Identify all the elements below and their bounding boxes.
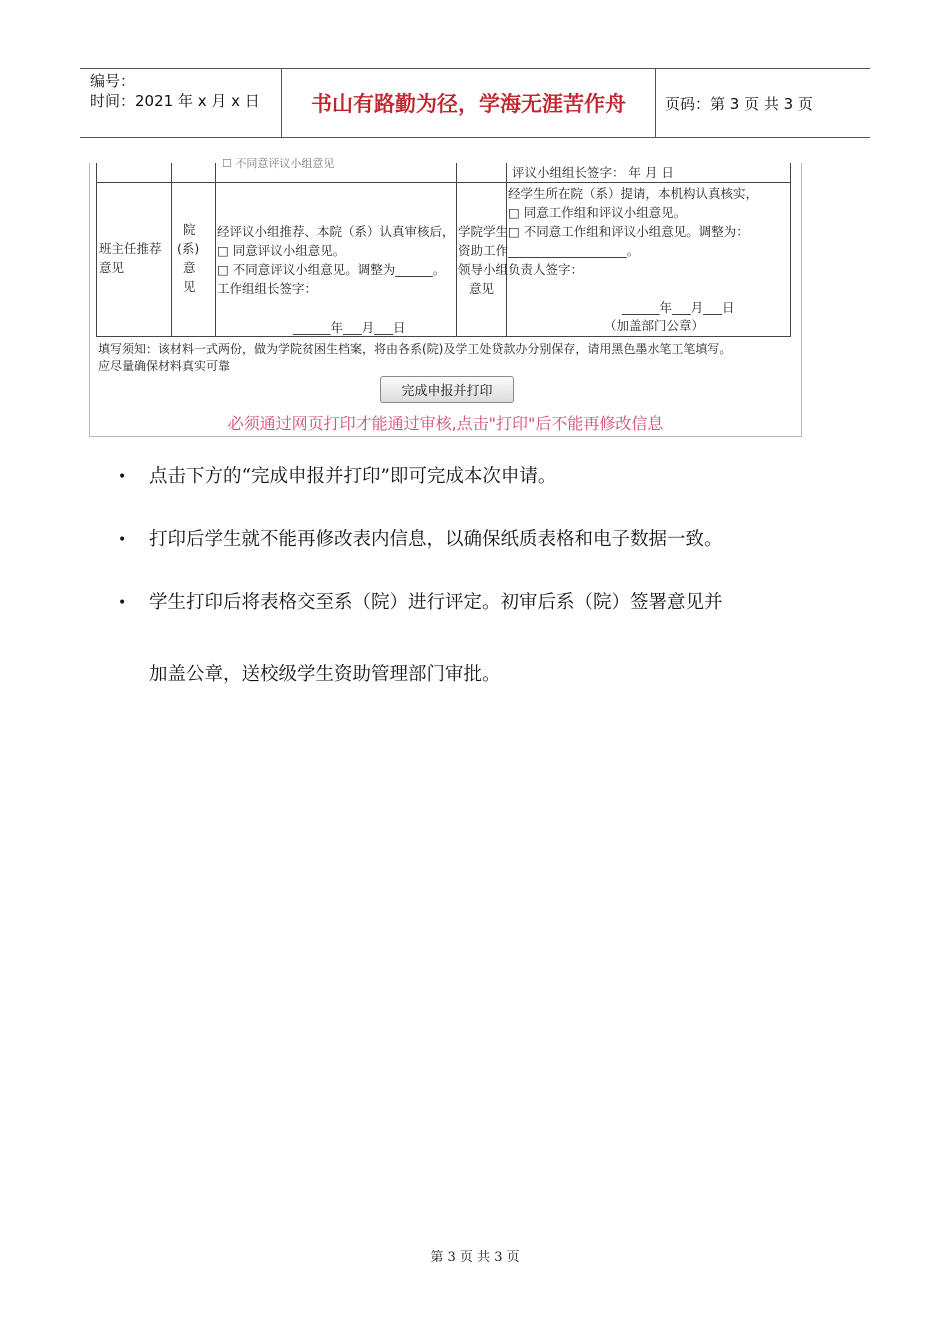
- dept-opinion-line1: 经评议小组推荐、本院（系）认真审核后，: [217, 224, 455, 239]
- fill-instructions: [98, 341, 731, 375]
- print-warning: 必须通过网页打印才能通过审核,点击"打印"后不能再修改信息: [227, 414, 664, 433]
- leader-opinion-line3: □ 不同意工作组和评议小组意见。调整为：: [508, 224, 749, 239]
- leader-label-2: 资助工作: [458, 243, 509, 258]
- dept-label-3: 意: [183, 260, 196, 275]
- leader-label-1: 学院学生: [458, 224, 509, 239]
- bullet-icon: •: [118, 595, 127, 611]
- fill-instructions-line2: 应尽量确保材料真实可靠: [98, 359, 231, 373]
- leader-opinion-stamp: （加盖部门公章）: [604, 318, 705, 333]
- top-right-sign: 评议小组组长签字： 年 月 日: [512, 165, 674, 180]
- header-page-info: 页码：第 3 页 共 3 页: [665, 94, 813, 113]
- approval-form-table: [96, 157, 791, 337]
- leader-label-4: 意见: [469, 281, 495, 296]
- class-teacher-label-1: 班主任推荐: [99, 241, 162, 256]
- dept-opinion-line3: □ 不同意评议小组意见。调整为______。: [217, 262, 446, 277]
- leader-opinion-date: ______年___月___日: [622, 300, 735, 315]
- class-teacher-label-2: 意见: [99, 260, 125, 275]
- leader-label-3: 领导小组: [458, 262, 509, 277]
- dept-label-2: (系): [177, 241, 200, 256]
- fill-instructions-line1: 填写须知：该材料一式两份，做为学院贫困生档案，将由各系(院)及学工处贷款办分别保存，请用黑色墨水笔工笔填写。: [98, 342, 732, 356]
- dept-label-1: 院: [183, 222, 196, 237]
- dept-opinion-line4: 工作组组长签字：: [217, 281, 318, 296]
- bullet-icon: •: [118, 532, 127, 548]
- dept-opinion-line2: □ 同意评议小组意见。: [217, 243, 346, 258]
- page-header: [80, 68, 870, 138]
- number-label: 编号：: [90, 72, 136, 90]
- header-motto: 书山有路勤为径，学海无涯苦作舟: [282, 69, 656, 137]
- leader-opinion-line1: 经学生所在院（系）提请，本机构认真核实，: [508, 186, 759, 201]
- dept-opinion-date: ______年___月___日: [293, 320, 406, 335]
- leader-opinion-line5: 负责人签字：: [508, 262, 584, 277]
- form-screenshot: [89, 157, 802, 437]
- complete-and-print-button[interactable]: 完成申报并打印: [380, 376, 514, 403]
- page-footer: 第 3 页 共 3 页: [430, 1250, 520, 1265]
- header-meta: [80, 69, 282, 137]
- dept-label-4: 见: [183, 279, 196, 294]
- time-label: 时间：2021 年 x 月 x 日: [90, 92, 260, 110]
- leader-opinion-line4: ___________________。: [508, 243, 640, 258]
- leader-opinion-line2: □ 同意工作组和评议小组意见。: [508, 205, 687, 220]
- cut-off-text: ☐ 不同意评议小组意见: [222, 157, 335, 170]
- bullet-icon: •: [118, 469, 127, 485]
